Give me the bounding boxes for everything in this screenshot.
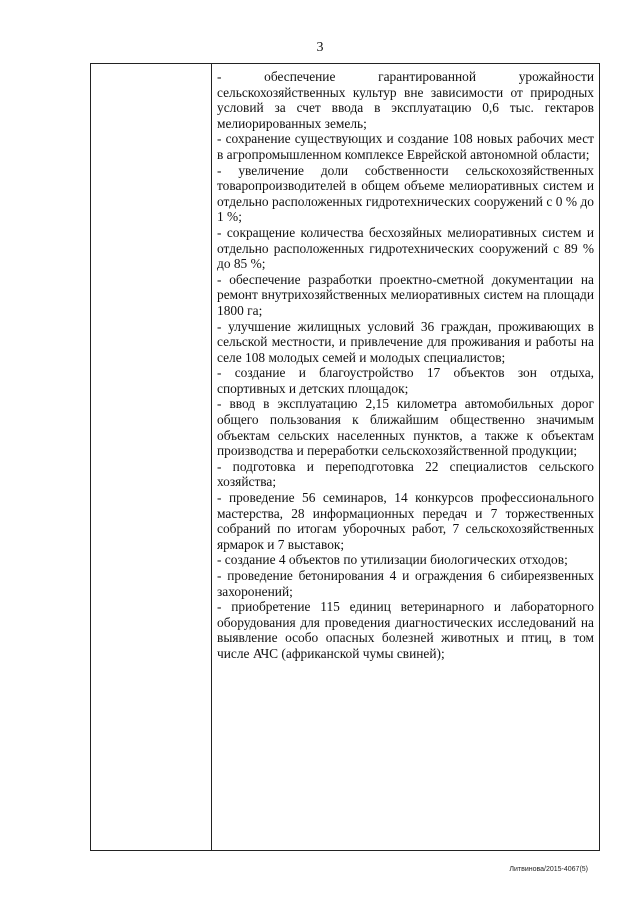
list-item-soil-yield: - обеспечение гарантированной урожайности сельскохозяйственных культур вне зависимости от природных условий за счет ввода в эксплуатацию 0,6 тыс. гектаров мелиорированных земель; (217, 69, 594, 131)
table-left-cell (91, 64, 212, 850)
list-item-recreation-zones: - создание и благоустройство 17 объектов зон отдыха, спортивных и детских площадок; (217, 365, 594, 396)
list-item-design-documentation: - обеспечение разработки проектно-сметной документации на ремонт внутрихозяйственных мелиоративных систем на площади 1800 га; (217, 271, 594, 318)
table-right-cell (212, 64, 599, 850)
list-item-seminars: - проведение 56 семинаров, 14 конкурсов профессионального мастерства, 28 информационных передач и 7 торжественных собраний по итогам уборочных работ, 7 сельскохозяйственных ярмарок и 7 выставок; (217, 490, 594, 552)
list-item-vet-equipment: - приобретение 115 единиц ветеринарного и лабораторного оборудования для проведения диагностических исследований на выявление особо опасных болезней животных и птиц, в том числе АЧС (африканской чумы свиней); (217, 599, 594, 661)
list-item-training: - подготовка и переподготовка 22 специалистов сельского хозяйства; (217, 458, 594, 490)
list-item-anthrax-burials: - проведение бетонирования 4 и ограждения 6 сибиреязвенных захоронений; (217, 568, 594, 599)
document-table (90, 63, 600, 851)
list-item-ownership-share: - увеличение доли собственности сельскохозяйственных товаропроизводителей в общем объеме мелиоративных систем и отдельно расположенных гидротехнических сооружений с 0 % до 1 %; (217, 162, 594, 225)
document-footer-code: Литвинова/2015-4067(5) (509, 866, 588, 873)
list-item-housing: - улучшение жилищных условий 36 граждан, проживающих в сельской местности, и привлечение для проживания и работы на селе 108 молодых семей и молодых специалистов; (217, 318, 594, 365)
list-item-jobs: - сохранение существующих и создание 108 новых рабочих мест в агропромышленном комплексе Еврейской автономной области; (217, 131, 594, 162)
page-number: 3 (316, 40, 324, 55)
list-item-roads: - ввод в эксплуатацию 2,15 километра автомобильных дорог общего пользования к ближайшим общественно значимым объектам сельских населенных пунктов, а также к объектам производства и переработки сельскохозяйственной продукции; (217, 396, 594, 459)
list-item-ownerless-reduction: - сокращение количества бесхозяйных мелиоративных систем и отдельно расположенных гидротехнических сооружений с 89 % до 85 %; (217, 224, 594, 272)
list-item-waste-utilization: - создание 4 объектов по утилизации биологических отходов; (217, 552, 568, 568)
